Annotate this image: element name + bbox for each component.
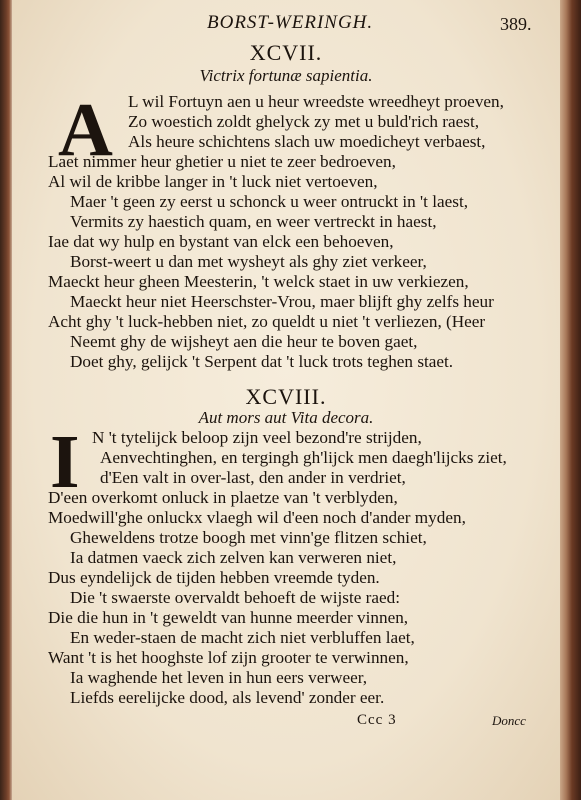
poem-2-line: Aenvechtinghen, en tergingh gh'lijck men daegh'lijcks ziet, [100, 448, 507, 467]
poem-2-title: XCVIII. [245, 384, 327, 409]
signature-mark: Ccc 3 [357, 712, 397, 728]
running-head: BORST-WERINGH. [207, 12, 374, 33]
poem-1-line: Acht ghy 't luck-hebben niet, zo queldt u niet 't verliezen, (Heer [48, 312, 486, 331]
poem-1-line: Als heure schichtens slach uw moedicheyt verbaest, [128, 132, 486, 151]
poem-2-line: Ia datmen vaeck zich zelven kan verweren niet, [70, 548, 397, 567]
poem-2-line: Gheweldens trotze boogh met vinn'ge flitzen schiet, [70, 528, 427, 547]
poem-2-drop-cap: I [50, 420, 80, 504]
catchword: Doncc [492, 713, 526, 728]
poem-2-line: d'Een valt in over-last, den ander in verdriet, [100, 468, 406, 487]
poem-2-line: N 't tytelijck beloop zijn veel bezond're strijden, [92, 428, 422, 447]
poem-1-title: XCVII. [249, 40, 323, 65]
poem-1-line: Borst-weert u dan met wysheyt als ghy ziet verkeer, [70, 252, 427, 271]
poem-2-line: Moedwill'ghe onluckx vlaegh wil d'een noch d'ander myden, [48, 508, 466, 527]
page-number: 389. [500, 14, 532, 34]
poem-1-line: Doet ghy, gelijck 't Serpent dat 't luck trots teghen staet. [70, 352, 454, 371]
poem-1-motto: Victrix fortunæ sapientia. [199, 66, 373, 85]
poem-1-line: Maeckt heur gheen Meesterin, 't welck staet in uw verkiezen, [48, 272, 469, 291]
poem-2-line: Liefds eerelijcke dood, als levend' zonder eer. [70, 688, 385, 707]
poem-1-line: Vermits zy haestich quam, en weer vertreckt in haest, [70, 212, 437, 231]
poem-2-motto: Aut mors aut Vita decora. [198, 408, 374, 427]
poem-1-line: Neemt ghy de wijsheyt aen die heur te boven gaet, [70, 332, 418, 351]
poem-1-line: L wil Fortuyn aen u heur wreedste wreedheyt proeven, [128, 92, 504, 111]
poem-2-line: Dus eyndelijck de tijden hebben vreemde tyden. [48, 568, 380, 587]
poem-2-line: D'een overkomt onluck in plaetze van 't verblyden, [48, 488, 398, 507]
poem-1-drop-cap: A [58, 88, 113, 172]
poem-2-line: Die 't swaerste overvaldt behoeft de wijste raed: [70, 588, 401, 607]
poem-2-line: Ia waghende het leven in hun eers verweer, [70, 668, 368, 687]
poem-1-line: Laet nimmer heur ghetier u niet te zeer bedroeven, [48, 152, 396, 171]
page [12, 0, 560, 800]
poem-1-line: Maer 't geen zy eerst u schonck u weer ontruckt in 't laest, [70, 192, 469, 211]
poem-2-line: Want 't is het hooghste lof zijn grooter te verwinnen, [48, 648, 409, 667]
poem-2-line: En weder-staen de macht zich niet verbluffen laet, [70, 628, 415, 647]
poem-1-line: Al wil de kribbe langer in 't luck niet vertoeven, [48, 172, 378, 191]
poem-1-line: Zo woestich zoldt ghelyck zy met u buld'rich raest, [128, 112, 480, 131]
poem-1-line: Maeckt heur niet Heerschster-Vrou, maer blijft ghy zelfs heur [70, 292, 494, 311]
poem-1-line: Iae dat wy hulp en bystant van elck een behoeven, [48, 232, 394, 251]
poem-2-line: Die die hun in 't geweldt van hunne meerder vinnen, [48, 608, 409, 627]
